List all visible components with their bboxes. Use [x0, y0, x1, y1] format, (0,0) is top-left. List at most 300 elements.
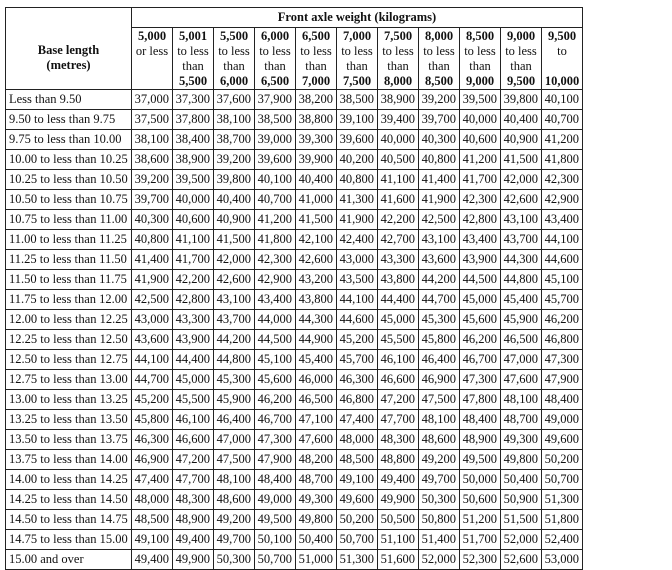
weight-cell: 41,500 — [214, 229, 255, 249]
weight-cell: 42,800 — [460, 209, 501, 229]
weight-cell: 41,900 — [419, 189, 460, 209]
column-header-10 — [542, 27, 583, 89]
table-row — [6, 169, 583, 189]
weight-cell: 43,900 — [460, 249, 501, 269]
weight-cell: 43,400 — [255, 289, 296, 309]
weight-cell: 48,000 — [132, 489, 173, 509]
weight-cell: 42,700 — [378, 229, 419, 249]
column-header-8-l2: to less — [464, 43, 496, 58]
table-row — [6, 129, 583, 149]
weight-cell: 51,500 — [501, 509, 542, 529]
table-row — [6, 249, 583, 269]
weight-cell: 51,200 — [460, 509, 501, 529]
column-header-1-l4: 5,500 — [178, 73, 208, 88]
row-label: 11.75 to less than 12.00 — [6, 289, 132, 309]
weight-cell: 40,800 — [419, 149, 460, 169]
column-header-1-l1: 5,001 — [178, 28, 208, 43]
column-header-5-l4: 7,500 — [342, 73, 372, 88]
weight-cell: 45,300 — [214, 369, 255, 389]
weight-cell: 38,500 — [337, 89, 378, 109]
weight-cell: 46,600 — [173, 429, 214, 449]
column-header-2-l2: to less — [218, 43, 250, 58]
weight-cell: 49,400 — [378, 469, 419, 489]
weight-cell: 37,600 — [214, 89, 255, 109]
weight-cell: 47,000 — [501, 349, 542, 369]
column-header-7-l1: 8,000 — [424, 28, 454, 43]
row-label: Less than 9.50 — [6, 89, 132, 109]
weight-cell: 40,700 — [542, 109, 583, 129]
weight-cell: 45,900 — [214, 389, 255, 409]
weight-cell: 50,200 — [337, 509, 378, 529]
weight-cell: 49,000 — [542, 409, 583, 429]
weight-cell: 42,200 — [173, 269, 214, 289]
weight-cell: 48,900 — [173, 509, 214, 529]
weight-cell: 42,900 — [255, 269, 296, 289]
table-row — [6, 309, 583, 329]
weight-cell: 42,600 — [501, 189, 542, 209]
table-row — [6, 89, 583, 109]
weight-cell: 44,400 — [173, 349, 214, 369]
table-row — [6, 369, 583, 389]
weight-cell: 42,600 — [296, 249, 337, 269]
weight-cell: 45,000 — [378, 309, 419, 329]
weight-cell: 44,100 — [542, 229, 583, 249]
row-label: 14.25 to less than 14.50 — [6, 489, 132, 509]
weight-cell: 42,300 — [460, 189, 501, 209]
column-header-10-l4: 10,000 — [544, 73, 580, 88]
weight-cell: 45,400 — [501, 289, 542, 309]
weight-cell: 45,100 — [255, 349, 296, 369]
weight-cell: 48,600 — [419, 429, 460, 449]
table-row — [6, 489, 583, 509]
weight-cell: 44,300 — [296, 309, 337, 329]
weight-cell: 48,600 — [214, 489, 255, 509]
column-header-0-l2: or less — [135, 43, 169, 58]
table-row — [6, 349, 583, 369]
column-header-spacer — [544, 59, 580, 74]
weight-cell: 48,900 — [460, 429, 501, 449]
row-label: 11.50 to less than 11.75 — [6, 269, 132, 289]
row-label: 11.25 to less than 11.50 — [6, 249, 132, 269]
column-header-4-l3: than — [305, 58, 327, 73]
weight-cell: 39,000 — [255, 129, 296, 149]
column-header-9 — [501, 27, 542, 89]
weight-cell: 46,100 — [378, 349, 419, 369]
row-label: 10.50 to less than 10.75 — [6, 189, 132, 209]
weight-cell: 40,300 — [132, 209, 173, 229]
weight-cell: 50,600 — [460, 489, 501, 509]
row-label: 12.25 to less than 12.50 — [6, 329, 132, 349]
weight-cell: 41,900 — [337, 209, 378, 229]
weight-cell: 46,700 — [460, 349, 501, 369]
weight-cell: 39,800 — [214, 169, 255, 189]
weight-cell: 42,600 — [214, 269, 255, 289]
weight-cell: 53,000 — [542, 549, 583, 569]
weight-cell: 48,400 — [255, 469, 296, 489]
weight-cell: 41,400 — [419, 169, 460, 189]
weight-cell: 45,500 — [378, 329, 419, 349]
weight-cell: 51,600 — [378, 549, 419, 569]
weight-cell: 37,500 — [132, 109, 173, 129]
weight-cell: 39,200 — [132, 169, 173, 189]
weight-cell: 43,500 — [337, 269, 378, 289]
base-length-heading-line2: (metres) — [46, 57, 91, 72]
weight-cell: 40,400 — [214, 189, 255, 209]
weight-cell: 42,300 — [255, 249, 296, 269]
base-length-heading-line1: Base length — [37, 42, 100, 57]
table-row — [6, 269, 583, 289]
table-body — [6, 89, 583, 569]
weight-cell: 41,800 — [542, 149, 583, 169]
row-label: 9.75 to less than 10.00 — [6, 129, 132, 149]
weight-cell: 49,300 — [501, 429, 542, 449]
weight-cell: 43,200 — [296, 269, 337, 289]
weight-cell: 45,000 — [460, 289, 501, 309]
weight-cell: 49,100 — [132, 529, 173, 549]
weight-cell: 44,700 — [419, 289, 460, 309]
weight-cell: 44,000 — [255, 309, 296, 329]
weight-cell: 48,800 — [378, 449, 419, 469]
weight-cell: 52,600 — [501, 549, 542, 569]
row-label: 14.75 to less than 15.00 — [6, 529, 132, 549]
column-header-0 — [132, 27, 173, 89]
weight-cell: 46,200 — [255, 389, 296, 409]
weight-cell: 44,100 — [337, 289, 378, 309]
weight-cell: 44,400 — [378, 289, 419, 309]
weight-cell: 44,100 — [132, 349, 173, 369]
column-header-10-l2: to — [557, 43, 567, 58]
column-header-0-l1: 5,000 — [137, 28, 167, 43]
weight-cell: 50,300 — [214, 549, 255, 569]
base-length-heading — [6, 27, 132, 89]
column-header-3 — [255, 27, 296, 89]
weight-cell: 45,300 — [419, 309, 460, 329]
weight-cell: 39,800 — [501, 89, 542, 109]
column-header-6 — [378, 27, 419, 89]
column-header-3-l2: to less — [259, 43, 291, 58]
weight-cell: 47,900 — [255, 449, 296, 469]
weight-cell: 40,000 — [173, 189, 214, 209]
weight-cell: 47,700 — [378, 409, 419, 429]
weight-cell: 39,600 — [337, 129, 378, 149]
weight-cell: 41,500 — [296, 209, 337, 229]
weight-cell: 44,500 — [460, 269, 501, 289]
weight-cell: 47,100 — [296, 409, 337, 429]
weight-cell: 46,400 — [419, 349, 460, 369]
weight-cell: 49,300 — [296, 489, 337, 509]
column-header-4 — [296, 27, 337, 89]
weight-cell: 43,700 — [501, 229, 542, 249]
table-row — [6, 149, 583, 169]
column-header-1-l3: than — [182, 58, 204, 73]
weight-cell: 45,700 — [542, 289, 583, 309]
weight-cell: 47,200 — [173, 449, 214, 469]
weight-cell: 41,700 — [173, 249, 214, 269]
column-header-4-l1: 6,500 — [301, 28, 331, 43]
weight-cell: 46,900 — [132, 449, 173, 469]
weight-cell: 47,600 — [296, 429, 337, 449]
weight-cell: 47,500 — [214, 449, 255, 469]
weight-cell: 49,100 — [337, 469, 378, 489]
weight-cell: 44,200 — [419, 269, 460, 289]
column-header-10-l1: 9,500 — [547, 28, 577, 43]
weight-cell: 40,500 — [378, 149, 419, 169]
weight-cell: 49,800 — [296, 509, 337, 529]
row-label: 14.50 to less than 14.75 — [6, 509, 132, 529]
weight-cell: 42,300 — [542, 169, 583, 189]
weight-cell: 38,100 — [214, 109, 255, 129]
weight-cell: 47,200 — [378, 389, 419, 409]
column-header-3-l1: 6,000 — [260, 28, 290, 43]
weight-cell: 40,800 — [132, 229, 173, 249]
column-header-8 — [460, 27, 501, 89]
weight-cell: 39,600 — [255, 149, 296, 169]
table-row — [6, 469, 583, 489]
axle-weight-table — [5, 7, 583, 570]
weight-cell: 40,100 — [255, 169, 296, 189]
weight-cell: 42,500 — [132, 289, 173, 309]
column-header-5-l2: to less — [341, 43, 373, 58]
table-row — [6, 549, 583, 569]
weight-cell: 47,700 — [173, 469, 214, 489]
column-header-5-l3: than — [346, 58, 368, 73]
weight-cell: 48,700 — [296, 469, 337, 489]
weight-cell: 43,400 — [542, 209, 583, 229]
weight-cell: 43,000 — [337, 249, 378, 269]
weight-cell: 40,400 — [296, 169, 337, 189]
weight-cell: 46,200 — [460, 329, 501, 349]
column-header-6-l3: than — [387, 58, 409, 73]
weight-cell: 40,000 — [460, 109, 501, 129]
weight-cell: 46,300 — [337, 369, 378, 389]
weight-cell: 52,000 — [419, 549, 460, 569]
row-label: 10.25 to less than 10.50 — [6, 169, 132, 189]
weight-cell: 47,600 — [501, 369, 542, 389]
weight-cell: 45,000 — [173, 369, 214, 389]
weight-cell: 43,600 — [419, 249, 460, 269]
weight-cell: 39,700 — [419, 109, 460, 129]
column-header-2 — [214, 27, 255, 89]
weight-cell: 37,300 — [173, 89, 214, 109]
weight-cell: 38,900 — [173, 149, 214, 169]
weight-cell: 50,300 — [419, 489, 460, 509]
column-header-8-l1: 8,500 — [465, 28, 495, 43]
weight-cell: 43,100 — [501, 209, 542, 229]
row-label: 13.50 to less than 13.75 — [6, 429, 132, 449]
weight-cell: 50,100 — [255, 529, 296, 549]
weight-cell: 41,200 — [542, 129, 583, 149]
column-header-1 — [173, 27, 214, 89]
weight-cell: 48,400 — [542, 389, 583, 409]
weight-cell: 41,400 — [132, 249, 173, 269]
weight-cell: 51,300 — [337, 549, 378, 569]
weight-cell: 41,600 — [378, 189, 419, 209]
front-axle-heading: Front axle weight (kilograms) — [132, 8, 583, 28]
weight-cell: 39,200 — [214, 149, 255, 169]
column-header-9-l4: 9,500 — [506, 73, 536, 88]
weight-cell: 48,000 — [337, 429, 378, 449]
weight-cell: 38,200 — [296, 89, 337, 109]
weight-cell: 38,900 — [378, 89, 419, 109]
weight-cell: 47,800 — [460, 389, 501, 409]
weight-cell: 47,400 — [132, 469, 173, 489]
weight-cell: 45,600 — [460, 309, 501, 329]
weight-cell: 41,900 — [132, 269, 173, 289]
row-label: 10.75 to less than 11.00 — [6, 209, 132, 229]
table-row — [6, 389, 583, 409]
weight-cell: 47,400 — [337, 409, 378, 429]
weight-cell: 46,700 — [255, 409, 296, 429]
weight-cell: 50,000 — [460, 469, 501, 489]
weight-cell: 50,900 — [501, 489, 542, 509]
weight-cell: 45,100 — [542, 269, 583, 289]
row-label: 13.00 to less than 13.25 — [6, 389, 132, 409]
weight-cell: 46,300 — [132, 429, 173, 449]
weight-cell: 39,100 — [337, 109, 378, 129]
weight-cell: 39,700 — [132, 189, 173, 209]
weight-cell: 49,500 — [255, 509, 296, 529]
weight-cell: 43,100 — [214, 289, 255, 309]
weight-cell: 42,400 — [337, 229, 378, 249]
column-header-6-l2: to less — [382, 43, 414, 58]
weight-cell: 41,000 — [296, 189, 337, 209]
weight-cell: 45,200 — [132, 389, 173, 409]
weight-cell: 40,900 — [214, 209, 255, 229]
weight-cell: 51,800 — [542, 509, 583, 529]
weight-cell: 37,000 — [132, 89, 173, 109]
weight-cell: 47,300 — [542, 349, 583, 369]
column-header-6-l4: 8,000 — [383, 73, 413, 88]
column-header-7-l3: than — [428, 58, 450, 73]
weight-cell: 38,100 — [132, 129, 173, 149]
weight-cell: 49,200 — [214, 509, 255, 529]
weight-cell: 39,400 — [378, 109, 419, 129]
weight-cell: 52,000 — [501, 529, 542, 549]
weight-cell: 49,900 — [378, 489, 419, 509]
weight-cell: 50,500 — [378, 509, 419, 529]
column-header-3-l4: 6,500 — [260, 73, 290, 88]
row-label: 12.00 to less than 12.25 — [6, 309, 132, 329]
weight-cell: 46,600 — [378, 369, 419, 389]
weight-cell: 52,400 — [542, 529, 583, 549]
column-header-2-l4: 6,000 — [219, 73, 249, 88]
weight-cell: 50,700 — [542, 469, 583, 489]
corner-cell — [6, 8, 132, 28]
weight-cell: 45,600 — [255, 369, 296, 389]
column-header-8-l3: than — [469, 58, 491, 73]
weight-cell: 44,700 — [132, 369, 173, 389]
row-label: 12.75 to less than 13.00 — [6, 369, 132, 389]
weight-cell: 50,700 — [255, 549, 296, 569]
weight-cell: 43,900 — [173, 329, 214, 349]
column-header-8-l4: 9,000 — [465, 73, 495, 88]
weight-cell: 43,800 — [296, 289, 337, 309]
weight-cell: 52,300 — [460, 549, 501, 569]
weight-cell: 38,500 — [255, 109, 296, 129]
weight-cell: 41,100 — [378, 169, 419, 189]
weight-cell: 39,500 — [173, 169, 214, 189]
weight-cell: 42,200 — [378, 209, 419, 229]
weight-cell: 46,900 — [419, 369, 460, 389]
column-header-9-l3: than — [510, 58, 532, 73]
table-row — [6, 189, 583, 209]
weight-cell: 37,900 — [255, 89, 296, 109]
weight-cell: 48,500 — [337, 449, 378, 469]
column-header-7-l2: to less — [423, 43, 455, 58]
weight-cell: 50,200 — [542, 449, 583, 469]
weight-cell: 49,600 — [542, 429, 583, 449]
weight-cell: 43,000 — [132, 309, 173, 329]
weight-cell: 46,100 — [173, 409, 214, 429]
weight-cell: 38,600 — [132, 149, 173, 169]
weight-cell: 47,900 — [542, 369, 583, 389]
weight-cell: 49,800 — [501, 449, 542, 469]
weight-cell: 40,800 — [337, 169, 378, 189]
weight-cell: 43,700 — [214, 309, 255, 329]
weight-cell: 48,200 — [296, 449, 337, 469]
weight-cell: 43,600 — [132, 329, 173, 349]
weight-cell: 48,300 — [378, 429, 419, 449]
weight-cell: 44,500 — [255, 329, 296, 349]
weight-cell: 44,600 — [542, 249, 583, 269]
weight-cell: 48,100 — [214, 469, 255, 489]
weight-cell: 38,400 — [173, 129, 214, 149]
weight-cell: 49,500 — [460, 449, 501, 469]
weight-cell: 44,200 — [214, 329, 255, 349]
table-row — [6, 409, 583, 429]
weight-cell: 41,700 — [460, 169, 501, 189]
column-header-7 — [419, 27, 460, 89]
table-row — [6, 449, 583, 469]
weight-cell: 40,300 — [419, 129, 460, 149]
weight-cell: 44,600 — [337, 309, 378, 329]
weight-cell: 46,800 — [542, 329, 583, 349]
weight-cell: 44,900 — [296, 329, 337, 349]
weight-cell: 45,500 — [173, 389, 214, 409]
row-label: 10.00 to less than 10.25 — [6, 149, 132, 169]
weight-cell: 43,800 — [378, 269, 419, 289]
row-label: 11.00 to less than 11.25 — [6, 229, 132, 249]
weight-cell: 46,800 — [337, 389, 378, 409]
weight-cell: 42,100 — [296, 229, 337, 249]
weight-cell: 42,800 — [173, 289, 214, 309]
weight-cell: 39,500 — [460, 89, 501, 109]
weight-cell: 46,500 — [296, 389, 337, 409]
weight-cell: 38,800 — [296, 109, 337, 129]
weight-cell: 46,000 — [296, 369, 337, 389]
weight-cell: 51,100 — [378, 529, 419, 549]
weight-cell: 43,100 — [419, 229, 460, 249]
weight-cell: 49,700 — [419, 469, 460, 489]
table-row — [6, 509, 583, 529]
weight-cell: 45,200 — [337, 329, 378, 349]
weight-cell: 41,500 — [501, 149, 542, 169]
weight-cell: 40,900 — [501, 129, 542, 149]
weight-cell: 48,100 — [501, 389, 542, 409]
weight-cell: 47,300 — [255, 429, 296, 449]
weight-cell: 40,200 — [337, 149, 378, 169]
weight-cell: 49,900 — [173, 549, 214, 569]
weight-cell: 42,000 — [501, 169, 542, 189]
weight-cell: 46,400 — [214, 409, 255, 429]
table-row — [6, 229, 583, 249]
weight-cell: 47,000 — [214, 429, 255, 449]
weight-cell: 45,800 — [419, 329, 460, 349]
weight-cell: 41,200 — [460, 149, 501, 169]
row-label: 13.25 to less than 13.50 — [6, 409, 132, 429]
weight-cell: 42,000 — [214, 249, 255, 269]
table-row — [6, 329, 583, 349]
